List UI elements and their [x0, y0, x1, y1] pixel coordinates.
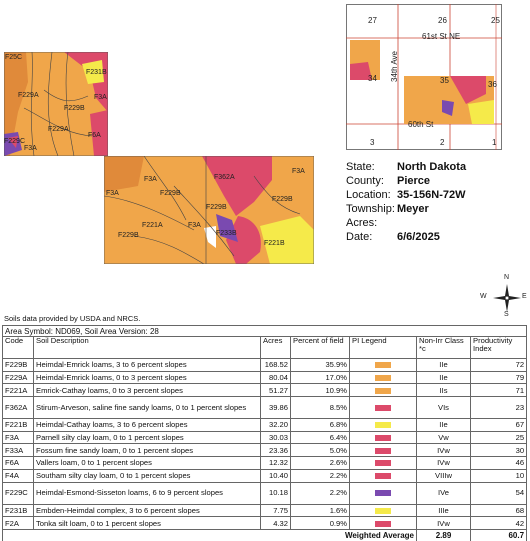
soil-description: Heimdal-Cathay loams, 3 to 6 percent slopes: [34, 419, 261, 432]
soil-class: VIIIw: [417, 469, 471, 482]
soil-class: VIs: [417, 397, 471, 419]
section-number: 34: [368, 74, 377, 83]
state-label: State:: [346, 161, 375, 173]
soil-code: F362A: [3, 397, 34, 419]
township-value: Meyer: [397, 203, 429, 215]
soil-description: Tonka silt loam, 0 to 1 percent slopes: [34, 517, 261, 530]
soil-code: F6A: [3, 457, 34, 470]
soil-class: IVe: [417, 482, 471, 504]
soil-index: 68: [471, 504, 527, 517]
soil-percent: 5.0%: [291, 444, 350, 457]
soil-legend: [350, 517, 417, 530]
county-value: Pierce: [397, 175, 431, 187]
soil-description: Embden-Heimdal complex, 3 to 6 percent slopes: [34, 504, 261, 517]
map-label: F221B: [264, 240, 285, 247]
soil-legend: [350, 457, 417, 470]
road-label: 34th Ave: [390, 51, 399, 82]
section-number: 2: [440, 138, 445, 147]
location-row: [346, 188, 526, 202]
soil-row: [3, 504, 527, 517]
soil-code: F231B: [3, 504, 34, 517]
acres-label: Acres:: [346, 217, 378, 229]
soil-index: 25: [471, 431, 527, 444]
date-row: [346, 230, 526, 244]
section-number: 27: [368, 16, 377, 25]
soil-percent: 1.6%: [291, 504, 350, 517]
soil-index: 42: [471, 517, 527, 530]
soil-acres: 39.86: [261, 397, 291, 419]
soil-percent: 2.6%: [291, 457, 350, 470]
soil-class: IVw: [417, 517, 471, 530]
soil-index: 54: [471, 482, 527, 504]
soil-row: [3, 517, 527, 530]
township-label: Township:: [346, 203, 395, 215]
map-label: F221A: [142, 222, 163, 229]
soil-legend: [350, 419, 417, 432]
map-label: F231B: [86, 69, 107, 76]
soil-class: Vw: [417, 431, 471, 444]
col-acres: Acres: [261, 337, 291, 359]
county-row: [346, 174, 526, 188]
section-number: 3: [370, 138, 375, 147]
soil-acres: 51.27: [261, 384, 291, 397]
map-label: F229C: [4, 138, 26, 145]
section-locator-map: [346, 4, 502, 150]
compass-e: E: [522, 293, 527, 300]
section-number: 1: [492, 138, 497, 147]
soil-legend: [350, 444, 417, 457]
soil-description: Vallers loam, 0 to 1 percent slopes: [34, 457, 261, 470]
soil-percent: 35.9%: [291, 359, 350, 372]
col-desc: Soil Description: [34, 337, 261, 359]
soil-percent: 0.9%: [291, 517, 350, 530]
legend-swatch: [375, 521, 391, 527]
map-label: F229B: [206, 204, 227, 211]
weighted-average-label: Weighted Average: [3, 529, 417, 541]
soil-code: F33A: [3, 444, 34, 457]
map-label: F3A: [24, 145, 37, 152]
soil-index: 79: [471, 371, 527, 384]
soil-description: Fossum fine sandy loam, 0 to 1 percent slopes: [34, 444, 261, 457]
soil-percent: 6.4%: [291, 431, 350, 444]
map-label: F3A: [144, 176, 157, 183]
compass-w: W: [480, 293, 487, 300]
soil-description: Emrick-Cathay loams, 0 to 3 percent slopes: [34, 384, 261, 397]
soil-percent: 2.2%: [291, 482, 350, 504]
soil-class: IIs: [417, 384, 471, 397]
map-label: F229B: [160, 190, 181, 197]
soil-index: 23: [471, 397, 527, 419]
soil-class: IVw: [417, 444, 471, 457]
soil-code: F221A: [3, 384, 34, 397]
section-number: 26: [438, 16, 447, 25]
soil-description: Parnell silty clay loam, 0 to 1 percent slopes: [34, 431, 261, 444]
date-value: 6/6/2025: [397, 231, 440, 243]
soil-description: Heimdal-Emrick loams, 0 to 3 percent slopes: [34, 371, 261, 384]
area-symbol: Area Symbol: ND069, Soil Area Version: 28: [3, 326, 527, 337]
legend-swatch: [375, 435, 391, 441]
road-label: 60th St: [408, 120, 434, 129]
legend-swatch: [375, 473, 391, 479]
soil-acres: 168.52: [261, 359, 291, 372]
legend-swatch: [375, 508, 391, 514]
state-value: North Dakota: [397, 161, 467, 173]
soil-code: F229C: [3, 482, 34, 504]
map-label: F233B: [216, 230, 237, 237]
map-label: F3A: [188, 222, 201, 229]
soil-row: [3, 371, 527, 384]
compass-rose-icon: [480, 274, 527, 318]
weighted-average-class: 2.89: [417, 529, 471, 541]
soil-code: F229B: [3, 359, 34, 372]
soil-legend: [350, 397, 417, 419]
soil-acres: 80.04: [261, 371, 291, 384]
soil-acres: 32.20: [261, 419, 291, 432]
map-label: F229A: [18, 92, 39, 99]
soil-row: [3, 384, 527, 397]
soil-acres: 10.40: [261, 469, 291, 482]
legend-swatch: [375, 405, 391, 411]
map-label: F229B: [272, 196, 293, 203]
soil-class: IIe: [417, 419, 471, 432]
soil-legend: [350, 359, 417, 372]
soil-acres: 12.32: [261, 457, 291, 470]
map-label: F362A: [214, 174, 235, 181]
soil-row: [3, 359, 527, 372]
map-label: F229B: [118, 232, 139, 239]
soil-legend: [350, 482, 417, 504]
soil-row: [3, 397, 527, 419]
soil-percent: 10.9%: [291, 384, 350, 397]
soil-code: F229A: [3, 371, 34, 384]
date-label: Date:: [346, 231, 373, 243]
data-credit: Soils data provided by USDA and NRCS.: [4, 314, 141, 323]
county-label: County:: [346, 175, 384, 187]
soil-index: 71: [471, 384, 527, 397]
soil-acres: 23.36: [261, 444, 291, 457]
soil-legend: [350, 469, 417, 482]
soil-index: 46: [471, 457, 527, 470]
soil-code: F4A: [3, 469, 34, 482]
section-number: 36: [488, 80, 497, 89]
township-row: [346, 202, 526, 216]
compass-n: N: [504, 274, 510, 281]
compass-s: S: [504, 311, 509, 318]
soil-acres: 30.03: [261, 431, 291, 444]
section-number: 25: [491, 16, 500, 25]
soil-legend: [350, 371, 417, 384]
legend-swatch: [375, 422, 391, 428]
soil-description: Heimdal-Esmond-Sisseton loams, 6 to 9 percent slopes: [34, 482, 261, 504]
soil-index: 72: [471, 359, 527, 372]
soil-row: [3, 431, 527, 444]
soil-acres: 10.18: [261, 482, 291, 504]
map-label: F3A: [292, 168, 305, 175]
soil-description: Southam silty clay loam, 0 to 1 percent slopes: [34, 469, 261, 482]
soil-index: 10: [471, 469, 527, 482]
soil-legend: [350, 504, 417, 517]
soil-description: Heimdal-Emrick loams, 3 to 6 percent slopes: [34, 359, 261, 372]
state-row: [346, 160, 526, 174]
map-label: F25C: [5, 54, 23, 61]
col-index: Productivity Index: [471, 337, 527, 359]
soil-row: [3, 419, 527, 432]
map-label: F229B: [64, 105, 85, 112]
soil-row: [3, 482, 527, 504]
legend-swatch: [375, 490, 391, 496]
soil-class: IIe: [417, 359, 471, 372]
legend-swatch: [375, 388, 391, 394]
map-label: F229A: [48, 126, 69, 133]
soil-acres: 4.32: [261, 517, 291, 530]
soil-row: [3, 469, 527, 482]
soil-code: F3A: [3, 431, 34, 444]
soil-percent: 8.5%: [291, 397, 350, 419]
soil-class: IIIe: [417, 504, 471, 517]
soil-percent: 17.0%: [291, 371, 350, 384]
soil-description: Stirum-Arveson, saline fine sandy loams, 0 to 1 percent slopes: [34, 397, 261, 419]
soil-acres: 7.75: [261, 504, 291, 517]
soil-class: IVw: [417, 457, 471, 470]
field-info: [346, 160, 526, 244]
map-label: F3A: [94, 94, 107, 101]
road-label: 61st St NE: [422, 32, 461, 41]
soil-code: F221B: [3, 419, 34, 432]
col-class: Non-Irr Class *c: [417, 337, 471, 359]
soil-row: [3, 444, 527, 457]
soil-code: F2A: [3, 517, 34, 530]
map-label: F3A: [106, 190, 119, 197]
soil-row: [3, 457, 527, 470]
soil-map-south-parcel: [104, 156, 314, 264]
col-pct: Percent of field: [291, 337, 350, 359]
legend-swatch: [375, 362, 391, 368]
weighted-average-index: 60.7: [471, 529, 527, 541]
acres-row: [346, 216, 526, 230]
location-label: Location:: [346, 189, 391, 201]
soil-map-north-parcel: [4, 52, 108, 156]
col-legend: PI Legend: [350, 337, 417, 359]
soil-legend: [350, 431, 417, 444]
soil-percent: 6.8%: [291, 419, 350, 432]
soil-percent: 2.2%: [291, 469, 350, 482]
legend-swatch: [375, 375, 391, 381]
location-value: 35-156N-72W: [397, 189, 466, 201]
soil-table: [2, 325, 527, 541]
section-number: 35: [440, 76, 449, 85]
legend-swatch: [375, 460, 391, 466]
soil-legend: [350, 384, 417, 397]
soil-class: IIe: [417, 371, 471, 384]
col-code: Code: [3, 337, 34, 359]
map-label: F6A: [88, 132, 101, 139]
soil-index: 67: [471, 419, 527, 432]
soil-index: 30: [471, 444, 527, 457]
legend-swatch: [375, 448, 391, 454]
